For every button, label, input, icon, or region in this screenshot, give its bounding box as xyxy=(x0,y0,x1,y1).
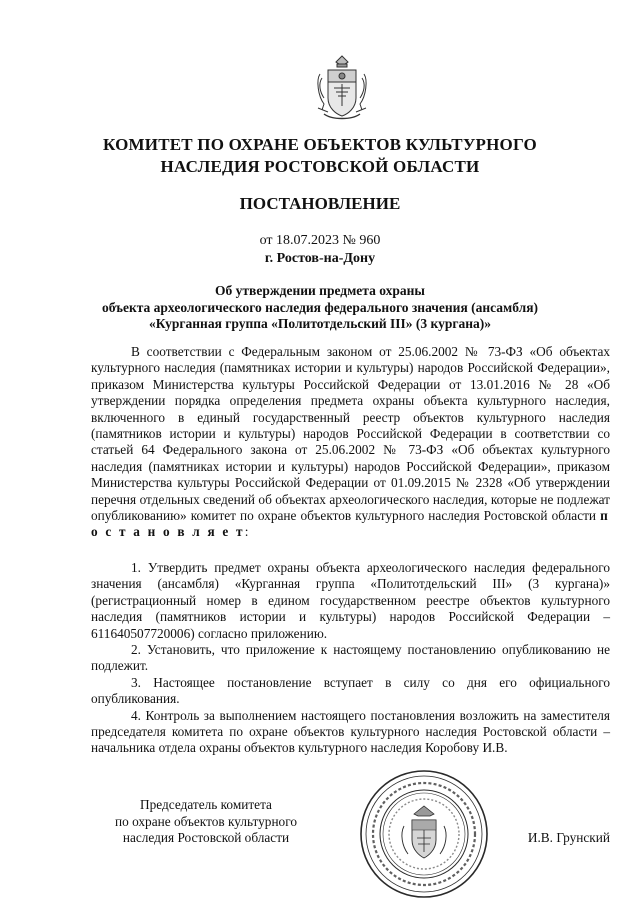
list-item: 3. Настоящее постановление вступает в силу со дня его официального опубликования. xyxy=(91,674,610,707)
resolution-items xyxy=(91,560,610,757)
document-type: ПОСТАНОВЛЕНИЕ xyxy=(239,194,401,213)
resolves-word: п о с т а н о в л я е т xyxy=(91,508,610,540)
position-line-2: по охране объектов культурного xyxy=(115,813,297,829)
subject-line-2: объекта археологического наследия федерального значения (ансамбля) xyxy=(101,299,539,315)
date-number: от 18.07.2023 № 960 xyxy=(259,233,381,248)
list-item: 1. Утвердить предмет охраны объекта археологического наследия федерального значения (ансамбля) «Курганная группа «Политотдельский III» (3 кургана)» (регистрационный номер в едином государственном реестре объектов культурного наследия (памятников истории и культуры) народов Российской Федерации – 611640507720006) согласно приложению. xyxy=(91,560,610,641)
city: г. Ростов-на-Дону xyxy=(264,251,376,266)
coat-of-arms-icon xyxy=(314,52,370,124)
resolves-colon: : xyxy=(244,524,249,540)
org-line-1: КОМИТЕТ ПО ОХРАНЕ ОБЪЕКТОВ КУЛЬТУРНОГО xyxy=(103,135,537,154)
preamble-text: В соответствии с Федеральным законом от 25.06.2002 № 73-ФЗ «Об объектах культурного наследия (памятниках истории и культуры) народов Российской Федерации», приказом Министерства культуры Российской Федерации от 13.01.2016 № 28 «Об утверждении порядка определения предмета охраны объекта культурного наследия, включенного в единый государственный реестр объектов культурного наследия (памятников истории и культуры) народов Российской Федерации в соответствии со статьей 64 Федерального закона от 25.06.2002 № 73-ФЗ «Об объектах культурного наследия (памятниках истории и культуры) народов Российской Федерации», приказом Министерства культуры Российской Федерации от 01.09.2015 № 2328 «Об утверждении перечня отдельных сведений об объектах археологического наследия, которые не подлежат опубликованию» комитет по охране объектов культурного наследия Ростовской области xyxy=(91,344,610,524)
position-line-3: наследия Ростовской области xyxy=(122,830,290,845)
list-item: 2. Установить, что приложение к настоящему постановлению опубликованию не подлежит. xyxy=(91,642,610,674)
document-subject xyxy=(60,283,580,333)
org-line-2: НАСЛЕДИЯ РОСТОВСКОЙ ОБЛАСТИ xyxy=(160,157,480,176)
subject-line-1: Об утверждении предмета охраны xyxy=(215,283,425,298)
signatory-name: И.В. Грунский xyxy=(527,830,610,845)
preamble xyxy=(91,344,610,541)
subject-line-3: «Курганная группа «Политотдельский III» (3 кургана)» xyxy=(148,316,492,331)
preamble-paragraph xyxy=(91,344,610,541)
list-item: 4. Контроль за выполнением настоящего постановления возложить на заместителя председателя комитета по охране объектов культурного наследия Ростовской области – начальника отдела охраны объектов культурного наследия Коробову И.В. xyxy=(91,707,610,756)
signatory-position xyxy=(100,797,312,847)
organization-name xyxy=(60,134,580,178)
position-line-1: Председатель комитета xyxy=(140,797,272,812)
official-seal-icon xyxy=(358,768,490,900)
